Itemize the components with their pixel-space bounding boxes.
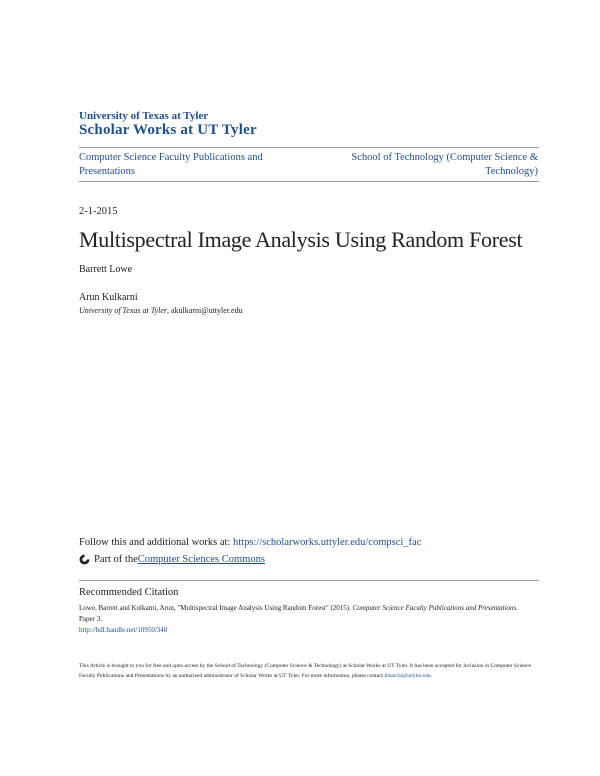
- collection-url-link[interactable]: https://scholarworks.uttyler.edu/compsci_fac: [233, 537, 422, 548]
- article-date: 2-1-2015: [79, 206, 118, 217]
- citation-paper: . Paper 3.: [79, 604, 518, 623]
- recommended-citation-heading: Recommended Citation: [79, 587, 179, 598]
- author-name: Barrett Lowe: [79, 264, 133, 275]
- part-of-prefix: Part of the: [94, 554, 138, 565]
- citation-divider: [79, 580, 539, 581]
- part-of-line: [79, 554, 265, 565]
- author-affiliation: [79, 306, 243, 315]
- citation-authors: Lowe, Barrett and Kulkarni, Arun, "Multispectral Image Analysis Using Random Forest" (2015).: [79, 604, 353, 612]
- collection-link-right[interactable]: School of Technology (Computer Science & Technology): [351, 152, 538, 177]
- article-title: Multispectral Image Analysis Using Random Forest: [79, 227, 523, 252]
- notice-end: .: [430, 673, 432, 679]
- access-notice: [79, 661, 534, 681]
- follow-prefix: Follow this and additional works at:: [79, 537, 233, 548]
- citation-url-link[interactable]: http://hdl.handle.net/10950/340: [79, 626, 168, 634]
- follow-line: [79, 537, 421, 548]
- collection-link-left[interactable]: Computer Science Faculty Publications and Presentations: [79, 152, 263, 177]
- repository-name[interactable]: Scholar Works at UT Tyler: [79, 122, 257, 138]
- creative-commons-icon: [79, 554, 90, 565]
- author-name: Arun Kulkarni: [79, 292, 138, 303]
- citation-text: [79, 603, 519, 636]
- contact-email-link[interactable]: tbianchi@uttyler.edu: [384, 673, 431, 679]
- institution-name[interactable]: University of Texas at Tyler: [79, 110, 209, 122]
- affiliation-email: , akulkarni@uttyler.edu: [167, 306, 243, 315]
- notice-text: This Article is brought to you for free and open access by the School of Technology (Computer Science & Technology) at Scholar Works at UT Tyler. It has been accepted for inclusion in Computer Science Faculty Publications and Presentations by an authorized administrator of Scholar Works at UT Tyler. For more information, please contact: [79, 663, 531, 679]
- affiliation-institution: University of Texas at Tyler: [79, 306, 167, 315]
- collections-divider: [79, 181, 539, 182]
- commons-link[interactable]: Computer Sciences Commons: [137, 554, 265, 565]
- header-divider: [79, 147, 539, 148]
- citation-series: Computer Science Faculty Publications and Presentations: [352, 604, 517, 612]
